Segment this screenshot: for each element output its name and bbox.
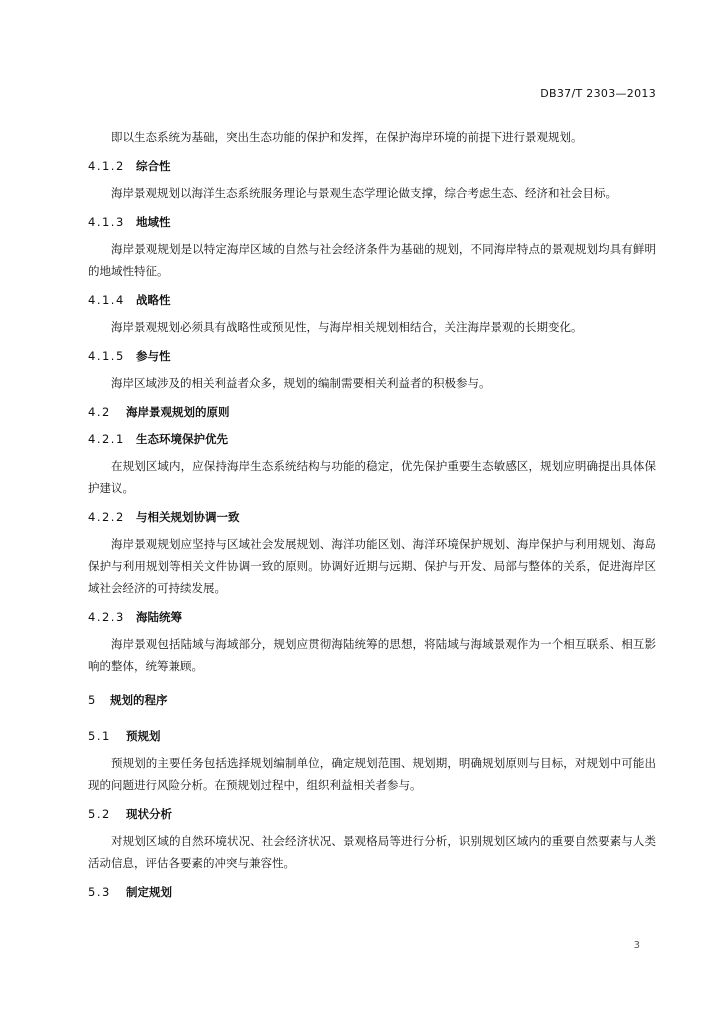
section-title: 参与性 xyxy=(136,349,171,363)
section-heading-5-3 xyxy=(88,881,656,903)
paragraph: 海岸景观规划必须具有战略性或预见性，与海岸相关规划相结合，关注海岸景观的长期变化。 xyxy=(111,320,583,334)
section-number: 4.1.2 xyxy=(88,159,125,173)
section-title: 与相关规划协调一致 xyxy=(136,510,240,524)
section-number: 4.2 xyxy=(88,405,111,419)
section-heading-4-2-1 xyxy=(88,428,656,450)
paragraph: 海岸景观规划应坚持与区域社会发展规划、海洋功能区划、海洋环境保护规划、海岸保护与利用规划、海岛保护与利用规划等相关文件协调一致的原则。协调好近期与远期、保护与开发、局部与整体的关系，促进海岸区域社会经济的可持续发展。 xyxy=(88,537,656,595)
chapter-heading-5 xyxy=(88,689,656,711)
paragraph: 海岸景观规划是以特定海岸区域的自然与社会经济条件为基础的规划，不同海岸特点的景观规划均具有鲜明的地域性特征。 xyxy=(88,242,656,278)
section-title: 地域性 xyxy=(136,215,171,229)
paragraph: 海岸景观包括陆域与海域部分，规划应贯彻海陆统筹的思想，将陆域与海域景观作为一个相互联系、相互影响的整体，统筹兼顾。 xyxy=(88,637,656,673)
paragraph: 对规划区域的自然环境状况、社会经济状况、景观格局等进行分析，识别规划区域内的重要自然要素与人类活动信息，评估各要素的冲突与兼容性。 xyxy=(88,834,656,870)
section-number: 4.1.3 xyxy=(88,215,125,229)
paragraph: 预规划的主要任务包括选择规划编制单位，确定规划范围、规划期，明确规划原则与目标，对规划中可能出现的问题进行风险分析。在预规划过程中，组织利益相关者参与。 xyxy=(88,756,656,792)
section-number: 4.2.1 xyxy=(88,432,125,446)
section-heading-4-1-5 xyxy=(88,345,656,367)
paragraph: 海岸景观规划以海洋生态系统服务理论与景观生态学理论做支撑，综合考虑生态、经济和社会目标。 xyxy=(111,186,617,200)
section-title: 现状分析 xyxy=(126,807,172,821)
paragraph: 海岸区域涉及的相关利益者众多，规划的编制需要相关利益者的积极参与。 xyxy=(111,376,491,390)
section-number: 5.3 xyxy=(88,885,111,899)
section-number: 4.1.5 xyxy=(88,349,125,363)
section-title: 生态环境保护优先 xyxy=(136,432,228,446)
section-number: 4.2.2 xyxy=(88,510,125,524)
section-heading-4-1-4 xyxy=(88,289,656,311)
section-heading-5-1 xyxy=(88,725,656,747)
section-title: 预规划 xyxy=(126,729,161,743)
section-heading-4-1-2 xyxy=(88,155,656,177)
section-title: 战略性 xyxy=(136,293,171,307)
section-number: 4.2.3 xyxy=(88,610,125,624)
section-heading-4-1-3 xyxy=(88,211,656,233)
section-heading-4-2-3 xyxy=(88,606,656,628)
document-body xyxy=(88,126,656,908)
section-number: 5 xyxy=(88,693,97,707)
section-heading-4-2-2 xyxy=(88,506,656,528)
section-heading-4-2 xyxy=(88,401,656,423)
section-title: 海陆统筹 xyxy=(136,610,182,624)
page-number: 3 xyxy=(633,940,640,951)
section-title: 制定规划 xyxy=(126,885,172,899)
section-number: 5.2 xyxy=(88,807,111,821)
section-title: 综合性 xyxy=(136,159,171,173)
section-title: 规划的程序 xyxy=(110,693,168,707)
section-heading-5-2 xyxy=(88,803,656,825)
paragraph: 在规划区域内，应保持海岸生态系统结构与功能的稳定，优先保护重要生态敏感区，规划应明确提出具体保护建议。 xyxy=(88,459,656,495)
document-code-header: DB37/T 2303—2013 xyxy=(540,87,656,100)
section-title: 海岸景观规划的原则 xyxy=(126,405,230,419)
section-number: 5.1 xyxy=(88,729,111,743)
section-number: 4.1.4 xyxy=(88,293,125,307)
paragraph: 即以生态系统为基础，突出生态功能的保护和发挥，在保护海岸环境的前提下进行景观规划。 xyxy=(111,130,583,144)
